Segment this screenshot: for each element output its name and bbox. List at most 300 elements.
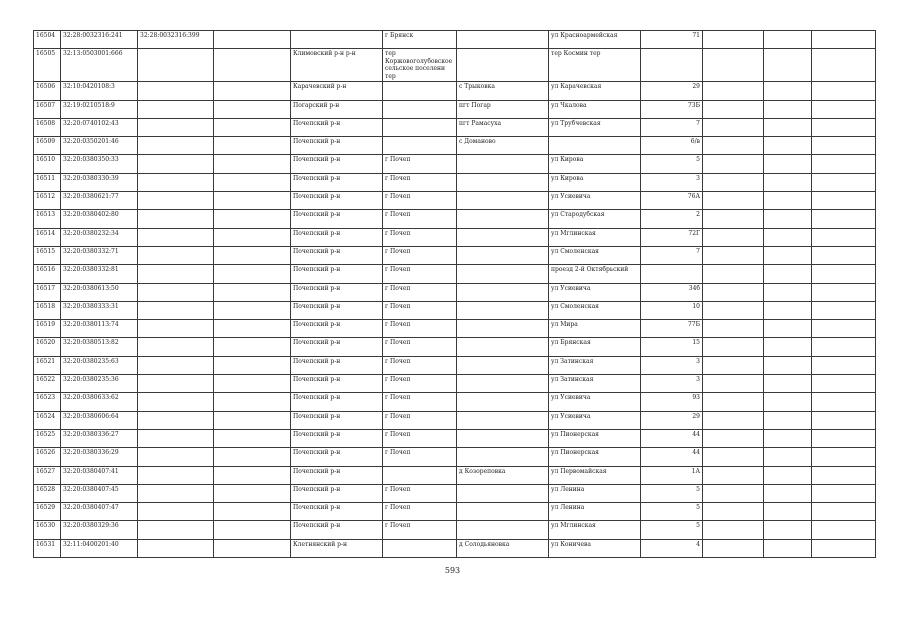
- cell-district: Почепский р-н: [291, 411, 383, 429]
- cell-cadastral-number: 32:20:0380329:36: [61, 521, 138, 539]
- table-row: [34, 448, 876, 466]
- cell-district: Почепский р-н: [291, 484, 383, 502]
- cell-cadastral-number: 32:20:0380407:45: [61, 484, 138, 502]
- cell-street: ул Мглинская: [549, 228, 641, 246]
- cell-cadastral-number: 32:20:0380606:64: [61, 411, 138, 429]
- cell-cadastral-number-2: [138, 82, 214, 100]
- cell-record-number: 16517: [34, 283, 61, 301]
- cell-cadastral-number-2: [138, 375, 214, 393]
- cell-empty: [703, 484, 764, 502]
- cell-record-number: 16521: [34, 356, 61, 374]
- cell-city: г Почеп: [383, 411, 457, 429]
- cell-empty: [764, 448, 812, 466]
- cell-empty: [214, 155, 291, 173]
- cell-street: ул Кирова: [549, 173, 641, 191]
- cell-cadastral-number: 32:20:0380113:74: [61, 320, 138, 338]
- cell-empty: [703, 301, 764, 319]
- cell-empty: [812, 228, 876, 246]
- cell-street: тер Космин тер: [549, 49, 641, 82]
- cell-empty: [812, 466, 876, 484]
- cell-district: Почепский р-н: [291, 338, 383, 356]
- cell-settlement: [457, 265, 549, 283]
- table-row: [34, 246, 876, 264]
- cell-empty: [703, 155, 764, 173]
- cell-city: г Почеп: [383, 246, 457, 264]
- cell-district: Почепский р-н: [291, 246, 383, 264]
- cell-house-number: 34б: [641, 283, 703, 301]
- cell-settlement: пгт Погар: [457, 100, 549, 118]
- cell-city: г Почеп: [383, 484, 457, 502]
- cell-house-number: [641, 265, 703, 283]
- cell-cadastral-number-2: [138, 448, 214, 466]
- cell-record-number: 16511: [34, 173, 61, 191]
- cell-cadastral-number-2: 32:28:0032316:399: [138, 31, 214, 49]
- cell-empty: [703, 503, 764, 521]
- cell-record-number: 16525: [34, 429, 61, 447]
- cell-record-number: 16518: [34, 301, 61, 319]
- cell-empty: [764, 173, 812, 191]
- cell-empty: [703, 137, 764, 155]
- cell-empty: [214, 393, 291, 411]
- cell-empty: [764, 484, 812, 502]
- cell-empty: [812, 375, 876, 393]
- cell-record-number: 16512: [34, 192, 61, 210]
- cell-empty: [703, 283, 764, 301]
- cell-empty: [764, 429, 812, 447]
- cell-settlement: д Солодьяновка: [457, 539, 549, 557]
- cell-settlement: [457, 411, 549, 429]
- cell-cadastral-number: 32:20:0380333:31: [61, 301, 138, 319]
- cell-cadastral-number-2: [138, 192, 214, 210]
- cell-empty: [214, 320, 291, 338]
- cell-empty: [812, 246, 876, 264]
- cell-record-number: 16515: [34, 246, 61, 264]
- cell-empty: [703, 31, 764, 49]
- cell-empty: [812, 429, 876, 447]
- cell-empty: [812, 521, 876, 539]
- cell-empty: [214, 246, 291, 264]
- cell-empty: [812, 155, 876, 173]
- cell-empty: [703, 173, 764, 191]
- cell-cadastral-number-2: [138, 539, 214, 557]
- cell-empty: [812, 82, 876, 100]
- table-row: [34, 393, 876, 411]
- cell-empty: [703, 228, 764, 246]
- cell-empty: [764, 356, 812, 374]
- cell-empty: [214, 448, 291, 466]
- cell-street: ул Пионерская: [549, 429, 641, 447]
- cell-empty: [764, 375, 812, 393]
- cell-empty: [812, 192, 876, 210]
- cell-empty: [764, 31, 812, 49]
- cell-settlement: [457, 521, 549, 539]
- cell-city: г Почеп: [383, 338, 457, 356]
- cell-empty: [703, 356, 764, 374]
- cell-cadastral-number: 32:20:0380613:50: [61, 283, 138, 301]
- cell-district: Почепский р-н: [291, 118, 383, 136]
- cell-empty: [214, 283, 291, 301]
- cell-empty: [764, 265, 812, 283]
- cell-street: ул Мглинская: [549, 521, 641, 539]
- cell-empty: [703, 521, 764, 539]
- cell-empty: [764, 82, 812, 100]
- cell-empty: [214, 356, 291, 374]
- cell-street: ул Коничева: [549, 539, 641, 557]
- cell-cadastral-number-2: [138, 137, 214, 155]
- cell-empty: [764, 338, 812, 356]
- cell-empty: [764, 118, 812, 136]
- cell-city: г Почеп: [383, 320, 457, 338]
- cell-settlement: [457, 375, 549, 393]
- table-row: [34, 228, 876, 246]
- cell-cadastral-number: 32:20:0380513:82: [61, 338, 138, 356]
- cell-record-number: 16530: [34, 521, 61, 539]
- cell-empty: [214, 31, 291, 49]
- cell-district: Почепский р-н: [291, 210, 383, 228]
- cell-street: ул Ленина: [549, 484, 641, 502]
- cell-cadastral-number: 32:20:0380407:41: [61, 466, 138, 484]
- cell-street: [549, 137, 641, 155]
- cell-city: г Почеп: [383, 283, 457, 301]
- cell-district: Почепский р-н: [291, 320, 383, 338]
- cell-district: Почепский р-н: [291, 448, 383, 466]
- cell-record-number: 16529: [34, 503, 61, 521]
- cell-house-number: 10: [641, 301, 703, 319]
- cell-house-number: [641, 49, 703, 82]
- cell-district: [291, 31, 383, 49]
- cell-cadastral-number-2: [138, 155, 214, 173]
- cell-street: ул Чкалова: [549, 100, 641, 118]
- cell-settlement: [457, 503, 549, 521]
- cell-empty: [214, 137, 291, 155]
- cell-house-number: 93: [641, 393, 703, 411]
- cell-house-number: 3: [641, 375, 703, 393]
- cell-empty: [703, 265, 764, 283]
- cell-empty: [703, 338, 764, 356]
- cell-settlement: [457, 228, 549, 246]
- cell-empty: [812, 31, 876, 49]
- cell-empty: [812, 503, 876, 521]
- cell-cadastral-number: 32:20:0380621:77: [61, 192, 138, 210]
- cell-settlement: [457, 31, 549, 49]
- cell-settlement: [457, 49, 549, 82]
- table-row: [34, 320, 876, 338]
- cell-empty: [214, 210, 291, 228]
- cell-city: г Почеп: [383, 356, 457, 374]
- cell-settlement: [457, 246, 549, 264]
- cell-empty: [764, 301, 812, 319]
- cell-street: ул Кирова: [549, 155, 641, 173]
- cell-empty: [812, 118, 876, 136]
- cell-street: ул Карачевская: [549, 82, 641, 100]
- table-row: [34, 301, 876, 319]
- cell-city: [383, 82, 457, 100]
- cell-empty: [764, 466, 812, 484]
- cell-settlement: [457, 173, 549, 191]
- cell-house-number: 77Б: [641, 320, 703, 338]
- cell-empty: [214, 521, 291, 539]
- cell-empty: [764, 283, 812, 301]
- cell-district: Карачевский р-н: [291, 82, 383, 100]
- table-row: [34, 375, 876, 393]
- cell-empty: [812, 283, 876, 301]
- cell-street: ул Ленина: [549, 503, 641, 521]
- cell-cadastral-number-2: [138, 521, 214, 539]
- cell-cadastral-number: 32:20:0380332:71: [61, 246, 138, 264]
- cell-street: ул Усиевича: [549, 393, 641, 411]
- table-row: [34, 82, 876, 100]
- cell-settlement: [457, 155, 549, 173]
- cell-empty: [764, 246, 812, 264]
- cell-house-number: 3: [641, 173, 703, 191]
- cell-cadastral-number-2: [138, 338, 214, 356]
- cell-empty: [214, 411, 291, 429]
- cell-house-number: 29: [641, 411, 703, 429]
- cell-house-number: 73Б: [641, 100, 703, 118]
- cell-district: Почепский р-н: [291, 155, 383, 173]
- cell-cadastral-number: 32:20:0380235:63: [61, 356, 138, 374]
- cell-empty: [812, 448, 876, 466]
- cell-district: Почепский р-н: [291, 137, 383, 155]
- cell-house-number: 2: [641, 210, 703, 228]
- table-body: [34, 31, 876, 558]
- cell-empty: [764, 192, 812, 210]
- cell-district: Почепский р-н: [291, 503, 383, 521]
- cell-district: Почепский р-н: [291, 265, 383, 283]
- cell-empty: [764, 100, 812, 118]
- cell-empty: [703, 393, 764, 411]
- cell-house-number: 5: [641, 484, 703, 502]
- cell-settlement: [457, 320, 549, 338]
- cell-empty: [703, 49, 764, 82]
- cell-record-number: 16531: [34, 539, 61, 557]
- cell-district: Почепский р-н: [291, 375, 383, 393]
- cell-cadastral-number: 32:20:0380332:81: [61, 265, 138, 283]
- cell-cadastral-number: 32:20:0380232:34: [61, 228, 138, 246]
- cell-cadastral-number: 32:28:0032316:241: [61, 31, 138, 49]
- table-row: [34, 265, 876, 283]
- cell-city: [383, 100, 457, 118]
- cell-cadastral-number: 32:20:0380350:33: [61, 155, 138, 173]
- cell-empty: [764, 228, 812, 246]
- cell-cadastral-number: 32:20:0380402:80: [61, 210, 138, 228]
- cell-street: ул Усиевича: [549, 411, 641, 429]
- cell-house-number: 5: [641, 503, 703, 521]
- cell-empty: [214, 429, 291, 447]
- cell-city: г Почеп: [383, 429, 457, 447]
- cell-empty: [812, 338, 876, 356]
- table-row: [34, 429, 876, 447]
- cell-record-number: 16509: [34, 137, 61, 155]
- cell-settlement: [457, 429, 549, 447]
- cell-cadastral-number: 32:11:0400201:40: [61, 539, 138, 557]
- cell-city: г Почеп: [383, 301, 457, 319]
- cell-street: ул Мира: [549, 320, 641, 338]
- cell-empty: [703, 539, 764, 557]
- cell-house-number: 76А: [641, 192, 703, 210]
- cell-house-number: 7: [641, 118, 703, 136]
- cell-house-number: 7: [641, 246, 703, 264]
- cell-street: ул Усиевича: [549, 192, 641, 210]
- cell-empty: [214, 265, 291, 283]
- cell-empty: [214, 49, 291, 82]
- cell-house-number: 4: [641, 539, 703, 557]
- cell-city: г Почеп: [383, 265, 457, 283]
- cell-city: г Почеп: [383, 503, 457, 521]
- table-row: [34, 283, 876, 301]
- table-row: [34, 503, 876, 521]
- cell-cadastral-number: 32:20:0380235:36: [61, 375, 138, 393]
- cell-cadastral-number: 32:20:0380330:39: [61, 173, 138, 191]
- cell-empty: [812, 411, 876, 429]
- cell-empty: [214, 228, 291, 246]
- cell-district: Клетнянский р-н: [291, 539, 383, 557]
- cell-empty: [703, 82, 764, 100]
- cell-empty: [812, 356, 876, 374]
- cell-cadastral-number: 32:13:0503001:666: [61, 49, 138, 82]
- cell-cadastral-number: 32:20:0740102:43: [61, 118, 138, 136]
- cell-city: г Почеп: [383, 210, 457, 228]
- cell-empty: [812, 100, 876, 118]
- cell-settlement: с Трыковка: [457, 82, 549, 100]
- cell-city: г Почеп: [383, 375, 457, 393]
- cell-settlement: [457, 484, 549, 502]
- cell-settlement: [457, 210, 549, 228]
- table-row: [34, 137, 876, 155]
- cell-district: Почепский р-н: [291, 301, 383, 319]
- cell-house-number: 5: [641, 155, 703, 173]
- cell-settlement: д Козореповка: [457, 466, 549, 484]
- cell-street: ул Пионерская: [549, 448, 641, 466]
- cell-record-number: 16516: [34, 265, 61, 283]
- cell-record-number: 16513: [34, 210, 61, 228]
- cell-city: г Почеп: [383, 155, 457, 173]
- cell-cadastral-number-2: [138, 173, 214, 191]
- cell-record-number: 16523: [34, 393, 61, 411]
- cell-record-number: 16522: [34, 375, 61, 393]
- cell-cadastral-number-2: [138, 466, 214, 484]
- cell-empty: [214, 466, 291, 484]
- cell-empty: [214, 539, 291, 557]
- cell-cadastral-number: 32:20:0350201:46: [61, 137, 138, 155]
- cell-district: Почепский р-н: [291, 393, 383, 411]
- cell-district: Почепский р-н: [291, 429, 383, 447]
- cell-record-number: 16524: [34, 411, 61, 429]
- table-row: [34, 155, 876, 173]
- cell-empty: [764, 320, 812, 338]
- cell-cadastral-number-2: [138, 320, 214, 338]
- table-row: [34, 356, 876, 374]
- cell-district: Почепский р-н: [291, 356, 383, 374]
- cell-settlement: пгт Рамасуха: [457, 118, 549, 136]
- cell-city: г Почеп: [383, 228, 457, 246]
- cell-street: ул Трубчевская: [549, 118, 641, 136]
- table-row: [34, 31, 876, 49]
- cell-cadastral-number-2: [138, 100, 214, 118]
- cell-cadastral-number-2: [138, 246, 214, 264]
- cell-empty: [703, 246, 764, 264]
- cell-record-number: 16506: [34, 82, 61, 100]
- table-row: [34, 411, 876, 429]
- cell-empty: [703, 411, 764, 429]
- cell-house-number: 6/в: [641, 137, 703, 155]
- cell-empty: [812, 393, 876, 411]
- cell-house-number: 15: [641, 338, 703, 356]
- cell-settlement: [457, 356, 549, 374]
- cell-city: [383, 466, 457, 484]
- cell-cadastral-number: 32:20:0380633:62: [61, 393, 138, 411]
- table-row: [34, 539, 876, 557]
- cell-cadastral-number-2: [138, 210, 214, 228]
- cell-settlement: [457, 283, 549, 301]
- cell-city: [383, 539, 457, 557]
- page-number: 593: [444, 566, 461, 575]
- cell-district: Климовский р-н р-н: [291, 49, 383, 82]
- cell-empty: [214, 484, 291, 502]
- cell-empty: [812, 137, 876, 155]
- cell-district: Почепский р-н: [291, 192, 383, 210]
- cell-empty: [214, 118, 291, 136]
- cell-empty: [703, 429, 764, 447]
- cell-house-number: 44: [641, 429, 703, 447]
- cell-settlement: [457, 393, 549, 411]
- cell-settlement: [457, 338, 549, 356]
- cell-empty: [812, 320, 876, 338]
- cell-empty: [214, 82, 291, 100]
- cell-empty: [764, 393, 812, 411]
- cell-city: [383, 137, 457, 155]
- cell-city: г Брянск: [383, 31, 457, 49]
- cell-district: Почепский р-н: [291, 466, 383, 484]
- table-row: [34, 173, 876, 191]
- cell-empty: [812, 301, 876, 319]
- cell-house-number: 44: [641, 448, 703, 466]
- cell-empty: [764, 49, 812, 82]
- cell-empty: [703, 100, 764, 118]
- cell-empty: [812, 484, 876, 502]
- table-row: [34, 192, 876, 210]
- cell-street: ул Смоленская: [549, 246, 641, 264]
- cell-empty: [812, 539, 876, 557]
- cell-city: г Почеп: [383, 393, 457, 411]
- cell-cadastral-number-2: [138, 484, 214, 502]
- cell-empty: [214, 100, 291, 118]
- cell-empty: [703, 210, 764, 228]
- cell-house-number: 71: [641, 31, 703, 49]
- cell-record-number: 16505: [34, 49, 61, 82]
- cell-empty: [214, 192, 291, 210]
- cell-cadastral-number-2: [138, 265, 214, 283]
- cell-house-number: 3: [641, 356, 703, 374]
- cell-cadastral-number-2: [138, 411, 214, 429]
- cell-record-number: 16519: [34, 320, 61, 338]
- cell-cadastral-number-2: [138, 283, 214, 301]
- cell-house-number: 5: [641, 521, 703, 539]
- cell-empty: [214, 173, 291, 191]
- records-table: [33, 30, 876, 558]
- cell-cadastral-number-2: [138, 118, 214, 136]
- cell-street: ул Первомайская: [549, 466, 641, 484]
- table-row: [34, 49, 876, 82]
- cell-empty: [764, 521, 812, 539]
- cell-empty: [812, 173, 876, 191]
- cell-empty: [214, 503, 291, 521]
- cell-record-number: 16520: [34, 338, 61, 356]
- cell-house-number: 72Г: [641, 228, 703, 246]
- cell-cadastral-number: 32:10:0420108:3: [61, 82, 138, 100]
- cell-cadastral-number-2: [138, 429, 214, 447]
- cell-empty: [214, 375, 291, 393]
